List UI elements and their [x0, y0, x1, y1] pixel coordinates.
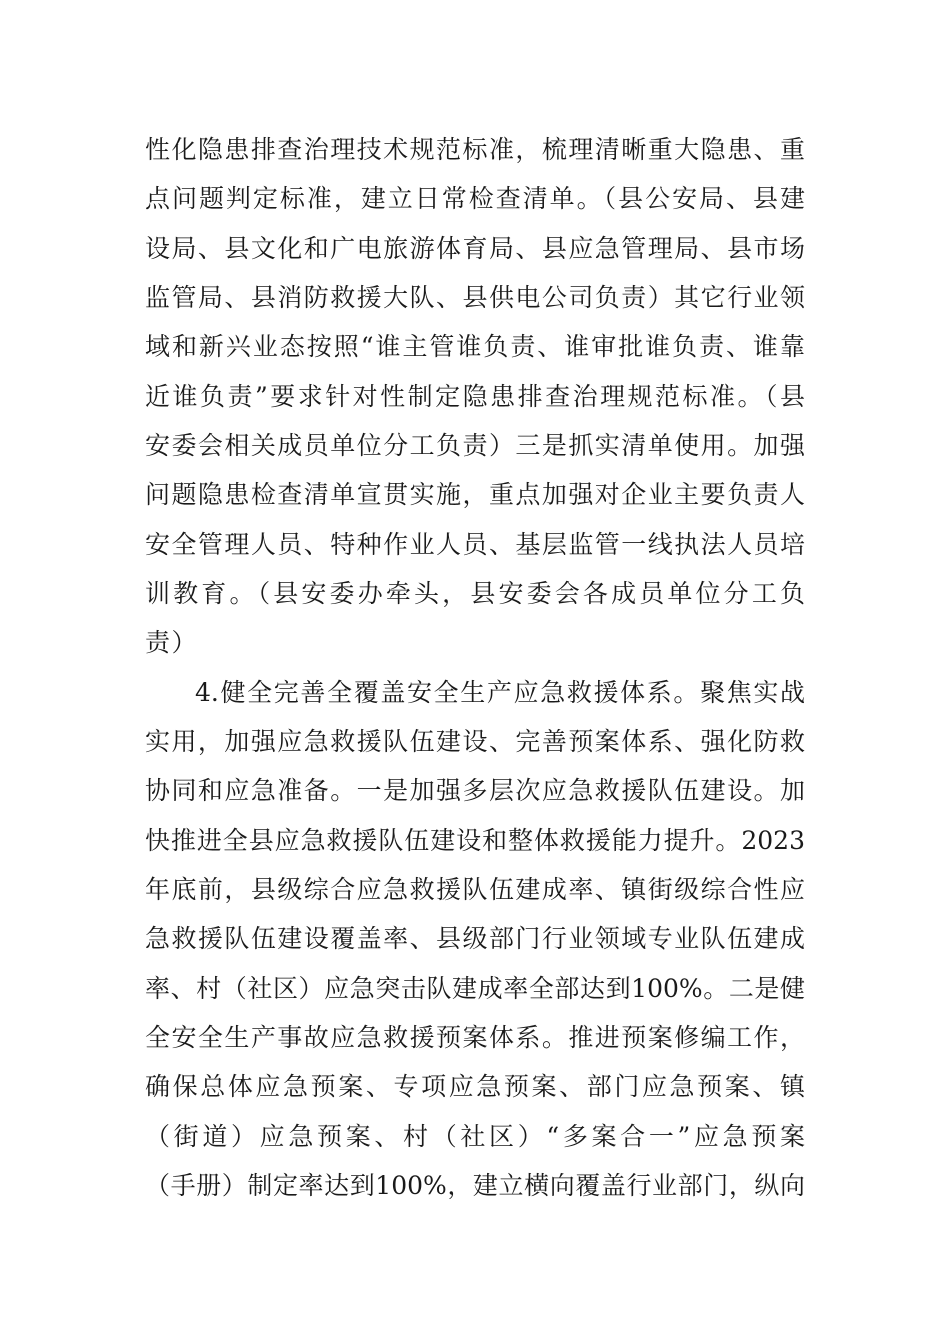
body-text-line: 问题隐患检查清单宣贯实施，重点加强对企业主要负责人 — [145, 480, 805, 509]
body-text-line: （街道）应急预案、村（社区）“多案合一”应急预案 — [145, 1122, 805, 1151]
body-text-line: 全安全生产事故应急救援预案体系。推进预案修编工作， — [145, 1023, 805, 1052]
body-text-line: 率、村（社区）应急突击队建成率全部达到100%。二是健 — [145, 974, 805, 1003]
body-text-line: 急救援队伍建设覆盖率、县级部门行业领域专业队伍建成 — [145, 924, 805, 953]
body-text-line: 安全管理人员、特种作业人员、基层监管一线执法人员培 — [145, 530, 805, 559]
body-text-line: 年底前，县级综合应急救援队伍建成率、镇街级综合性应 — [145, 875, 805, 904]
body-text-line: 域和新兴业态按照“谁主管谁负责、谁审批谁负责、谁靠 — [145, 332, 805, 361]
body-text-line: 责） — [145, 628, 199, 657]
section-heading-line: 4.健全完善全覆盖安全生产应急救援体系。聚焦实战 — [195, 678, 805, 707]
body-text-line: 性化隐患排查治理技术规范标准，梳理清晰重大隐患、重 — [145, 135, 805, 164]
body-text-line: 协同和应急准备。一是加强多层次应急救援队伍建设。加 — [145, 776, 805, 805]
body-text-line: 监管局、县消防救援大队、县供电公司负责）其它行业领 — [145, 283, 805, 312]
body-text-line: 快推进全县应急救援队伍建设和整体救援能力提升。2023 — [145, 826, 805, 855]
body-text-line: 确保总体应急预案、专项应急预案、部门应急预案、镇 — [145, 1072, 805, 1101]
body-text-line: （手册）制定率达到100%，建立横向覆盖行业部门，纵向 — [145, 1171, 805, 1200]
body-text-line: 近谁负责”要求针对性制定隐患排查治理规范标准。（县 — [145, 382, 805, 411]
body-text-line: 设局、县文化和广电旅游体育局、县应急管理局、县市场 — [145, 234, 805, 263]
body-text-line: 实用，加强应急救援队伍建设、完善预案体系、强化防救 — [145, 727, 805, 756]
body-text-line: 点问题判定标准，建立日常检查清单。（县公安局、县建 — [145, 184, 805, 213]
body-text-line: 训教育。（县安委办牵头，县安委会各成员单位分工负 — [145, 579, 805, 608]
body-text-line: 安委会相关成员单位分工负责）三是抓实清单使用。加强 — [145, 431, 805, 460]
